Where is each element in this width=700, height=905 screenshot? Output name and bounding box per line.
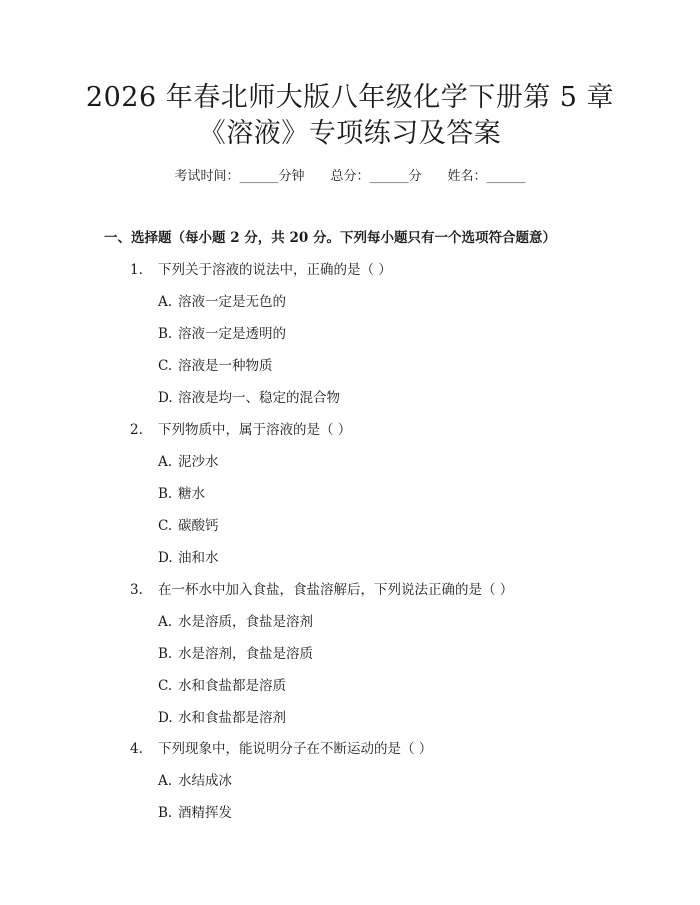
question-3-option-d: [158, 709, 286, 727]
option-text: 溶液是一种物质: [178, 358, 273, 374]
option-letter: A.: [158, 773, 173, 789]
option-letter: A.: [158, 294, 173, 310]
option-text: 水结成冰: [178, 773, 232, 789]
option-text: 水和食盐都是溶剂: [178, 710, 286, 726]
document-title-line-1: 2026 年春北师大版八年级化学下册第 5 章: [85, 82, 615, 113]
option-text: 糖水: [178, 486, 205, 502]
question-text: 下列物质中，属于溶液的是（ ）: [158, 422, 352, 438]
student-name-field: 姓名：______: [447, 169, 526, 184]
option-text: 溶液一定是透明的: [178, 326, 286, 342]
question-1: [130, 261, 392, 279]
question-1-option-c: [158, 357, 273, 375]
option-letter: A.: [158, 614, 173, 630]
option-text: 碳酸钙: [178, 518, 219, 534]
document-title-line-2: 《溶液》专项练习及答案: [198, 118, 502, 149]
section-heading-multiple-choice: 一、选择题（每小题 2 分，共 20 分。下列每小题只有一个选项符合题意）: [104, 230, 556, 246]
option-letter: D.: [158, 710, 173, 726]
option-text: 水是溶剂，食盐是溶质: [178, 646, 313, 662]
option-text: 水是溶质，食盐是溶剂: [178, 614, 313, 630]
question-3-option-c: [158, 677, 286, 695]
option-letter: C.: [158, 678, 173, 694]
question-1-option-b: [158, 325, 286, 343]
question-4-option-b: [158, 804, 232, 822]
option-text: 溶液是均一、稳定的混合物: [178, 390, 340, 406]
question-1-option-a: [158, 293, 286, 311]
question-2-option-d: [158, 549, 219, 567]
question-number: 1.: [130, 262, 143, 278]
question-1-option-d: [158, 389, 340, 407]
option-letter: D.: [158, 550, 173, 566]
question-number: 2.: [130, 422, 143, 438]
question-text: 在一杯水中加入食盐，食盐溶解后，下列说法正确的是（ ）: [158, 582, 514, 598]
option-text: 水和食盐都是溶质: [178, 678, 286, 694]
question-2-option-b: [158, 485, 205, 503]
total-score-field: 总分：______分: [330, 169, 422, 184]
question-4-option-a: [158, 772, 232, 790]
exam-time-field: 考试时间：______分钟: [174, 169, 305, 184]
option-letter: B.: [158, 486, 173, 502]
question-2: [130, 421, 351, 439]
question-text: 下列现象中，能说明分子在不断运动的是（ ）: [158, 741, 433, 757]
option-text: 油和水: [178, 550, 219, 566]
question-3-option-a: [158, 613, 313, 631]
question-number: 4.: [130, 741, 143, 757]
question-3: [130, 581, 513, 599]
option-letter: C.: [158, 518, 173, 534]
option-text: 溶液一定是无色的: [178, 294, 286, 310]
option-letter: B.: [158, 326, 173, 342]
option-letter: D.: [158, 390, 173, 406]
question-3-option-b: [158, 645, 313, 663]
option-letter: A.: [158, 454, 173, 470]
question-4: [130, 740, 432, 758]
option-letter: C.: [158, 358, 173, 374]
option-text: 酒精挥发: [178, 805, 232, 821]
option-letter: B.: [158, 646, 173, 662]
question-number: 3.: [130, 582, 143, 598]
exam-info-line: [0, 168, 700, 186]
question-2-option-c: [158, 517, 219, 535]
question-text: 下列关于溶液的说法中，正确的是（ ）: [158, 262, 392, 278]
question-2-option-a: [158, 453, 219, 471]
option-text: 泥沙水: [178, 454, 219, 470]
option-letter: B.: [158, 805, 173, 821]
